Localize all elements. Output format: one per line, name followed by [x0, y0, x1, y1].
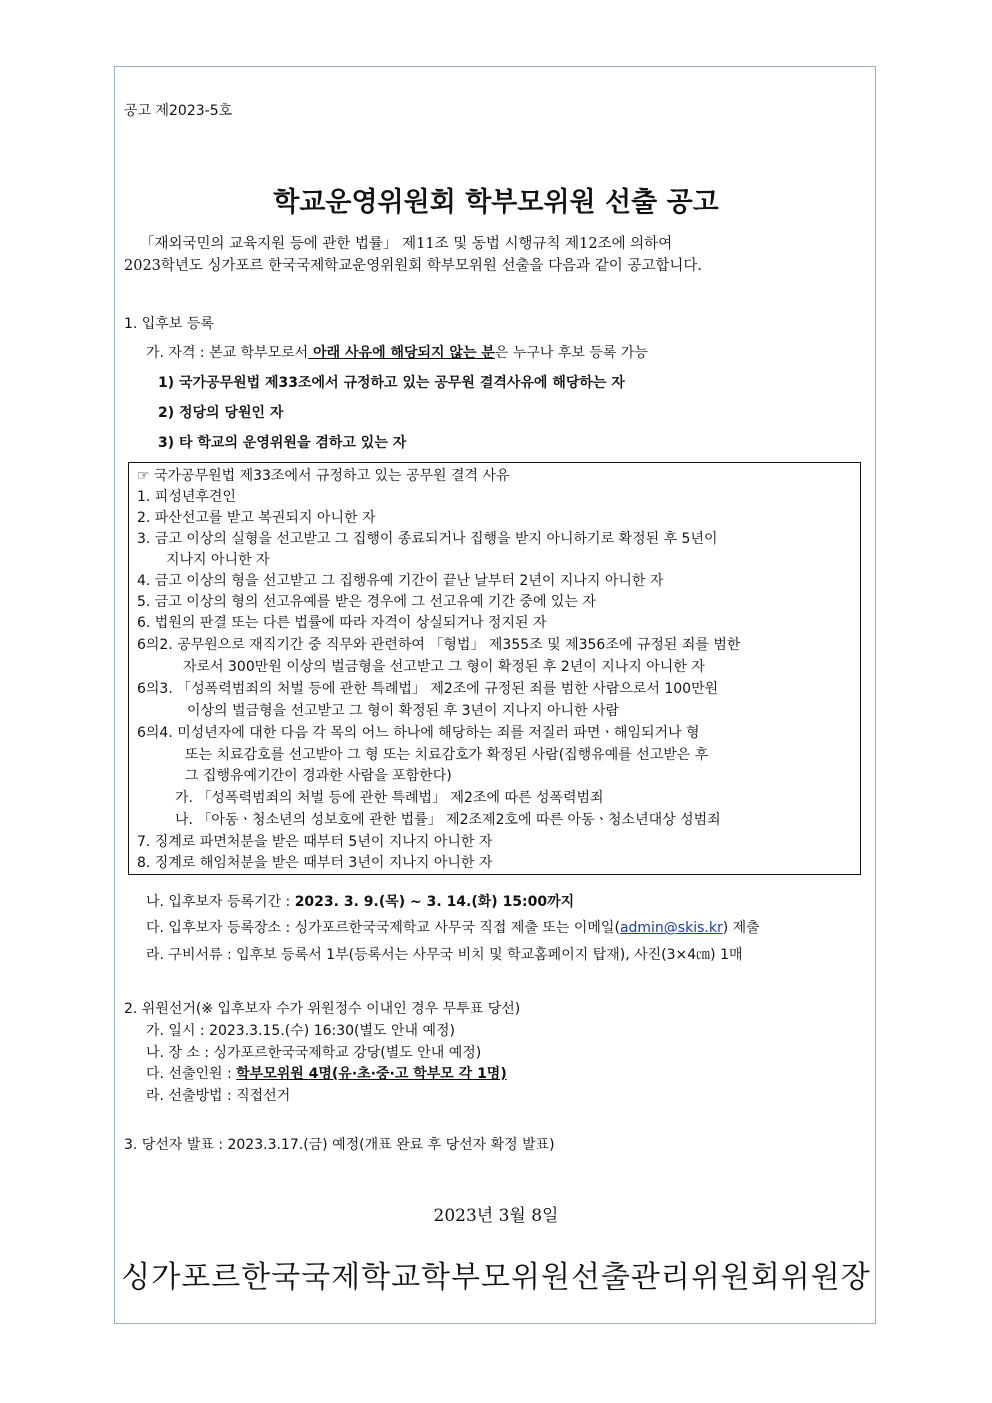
box-line: 나. 「아동ㆍ청소년의 성보호에 관한 법률」 제2조제2호에 따른 아동ㆍ청소년대상 성범죄 [175, 812, 721, 828]
section-2-heading-prefix: 2. 위원선거( [124, 1001, 202, 1017]
box-line: 또는 치료감호를 선고받아 그 형 또는 치료감호가 확정된 사람(집행유예를 선고받은 후 [185, 747, 709, 763]
required-documents: 라. 구비서류 : 입후보 등록서 1부(등록서는 사무국 비치 및 학교홈페이지 탑재), 사진(3×4㎝) 1매 [146, 947, 743, 963]
notice-date: 2023년 3월 8일 [433, 1206, 559, 1226]
box-line: 자로서 300만원 이상의 벌금형을 선고받고 그 형이 확정된 후 2년이 지나지 아니한 자 [183, 659, 705, 675]
box-line: 6의4. 미성년자에 대한 다음 각 목의 어느 하나에 해당하는 죄를 저질러 파면ㆍ해임되거나 형 [137, 725, 700, 741]
election-datetime: 가. 일시 : 2023.3.15.(수) 16:30(별도 안내 예정) [146, 1023, 456, 1039]
intro-line-2: 2023학년도 싱가포르 한국국제학교운영위원회 학부모위원 선출을 다음과 같이 공고합니다. [124, 258, 703, 274]
box-line: 가. 「성폭력범죄의 처벌 등에 관한 특례법」 제2조에 따른 성폭력범죄 [175, 790, 604, 806]
section-3-announcement: 3. 당선자 발표 : 2023.3.17.(금) 예정(개표 완료 후 당선자 확정 발표) [124, 1137, 555, 1153]
intro-line-1: 「재외국민의 교육지원 등에 관한 법률」 제11조 및 동법 시행규칙 제12조에 의하여 [140, 236, 673, 252]
election-method: 라. 선출방법 : 직접선거 [146, 1088, 291, 1104]
section-2-heading-suffix: ) [514, 1001, 521, 1017]
box-line: 1. 피성년후견인 [137, 489, 236, 505]
box-line: 지나지 아니한 자 [166, 552, 270, 568]
box-line: 3. 금고 이상의 실형을 선고받고 그 집행이 종료되거나 집행을 받지 아니하기로 확정된 후 5년이 [137, 531, 718, 547]
box-line: 6. 법원의 판결 또는 다른 법률에 따라 자격이 상실되거나 정지된 자 [137, 615, 547, 631]
section-2-heading [124, 998, 520, 1018]
box-line: 그 집행유예기간이 경과한 사람을 포함한다) [185, 768, 452, 784]
box-title: ☞ 국가공무원법 제33조에서 규정하고 있는 공무원 결격 사유 [137, 468, 510, 484]
qualification-condition: 아래 사유에 해당되지 않는 분 [308, 345, 495, 361]
qualification-prefix: 가. 자격 : 본교 학부모로서 [146, 345, 309, 361]
section-1-heading: 1. 입후보 등록 [124, 316, 214, 332]
document-title: 학교운영위원회 학부모위원 선출 공고 [273, 187, 719, 218]
election-place: 나. 장 소 : 싱가포르한국국제학교 강당(별도 안내 예정) [146, 1045, 482, 1061]
qualification-suffix: 은 누구나 후보 등록 가능 [494, 345, 648, 361]
registration-period-value: 2023. 3. 9.(목) ~ 3. 14.(화) 15:00까지 [294, 894, 575, 910]
box-line: 5. 금고 이상의 형의 선고유예를 받은 경우에 그 선고유예 기간 중에 있는 자 [137, 594, 596, 610]
box-line: 8. 징계로 해임처분을 받은 때부터 3년이 지나지 아니한 자 [137, 855, 493, 871]
election-count-label: 다. 선출인원 : [146, 1066, 237, 1082]
election-count [146, 1063, 507, 1083]
registration-period [146, 891, 574, 911]
disqualification-box [128, 462, 861, 875]
signature: 싱가포르한국국제학교학부모위원선출관리위원회위원장 [121, 1260, 871, 1295]
registration-period-label: 나. 입후보자 등록기간 : [146, 894, 295, 910]
box-line: 이상의 벌금형을 선고받고 그 형이 확정된 후 3년이 지나지 아니한 사람 [187, 703, 620, 719]
reason-item: 3) 타 학교의 운영위원을 겸하고 있는 자 [158, 435, 407, 451]
reason-item: 1) 국가공무원법 제33조에서 규정하고 있는 공무원 결격사유에 해당하는 자 [158, 375, 625, 391]
election-count-value: 학부모위원 4명(유·초·중·고 학부모 각 1명) [236, 1066, 507, 1082]
box-line: 7. 징계로 파면처분을 받은 때부터 5년이 지나지 아니한 자 [137, 834, 493, 850]
reason-item: 2) 정당의 당원인 자 [158, 405, 284, 421]
email-link[interactable]: admin@skis.kr [619, 920, 723, 936]
box-line: 2. 파산선고를 받고 복권되지 아니한 자 [137, 510, 376, 526]
box-line: 6의2. 공무원으로 재직기간 중 직무와 관련하여 「형법」 제355조 및 제356조에 규정된 죄를 범한 [137, 637, 741, 653]
registration-place [146, 917, 760, 937]
registration-place-suffix: ) 제출 [722, 920, 760, 936]
notice-number: 공고 제2023-5호 [124, 103, 233, 119]
section-2-note: ※ 입후보자 수가 위원정수 이내인 경우 무투표 당선 [201, 1001, 515, 1017]
box-line: 6의3. 「성폭력범죄의 처벌 등에 관한 특례법」 제2조에 규정된 죄를 범한 사람으로서 100만원 [137, 681, 719, 697]
qualification-line [146, 342, 648, 362]
box-line: 4. 금고 이상의 형을 선고받고 그 집행유예 기간이 끝난 날부터 2년이 지나지 아니한 자 [137, 573, 664, 589]
registration-place-prefix: 다. 입후보자 등록장소 : 싱가포르한국국제학교 사무국 직접 제출 또는 이메일( [146, 920, 620, 936]
